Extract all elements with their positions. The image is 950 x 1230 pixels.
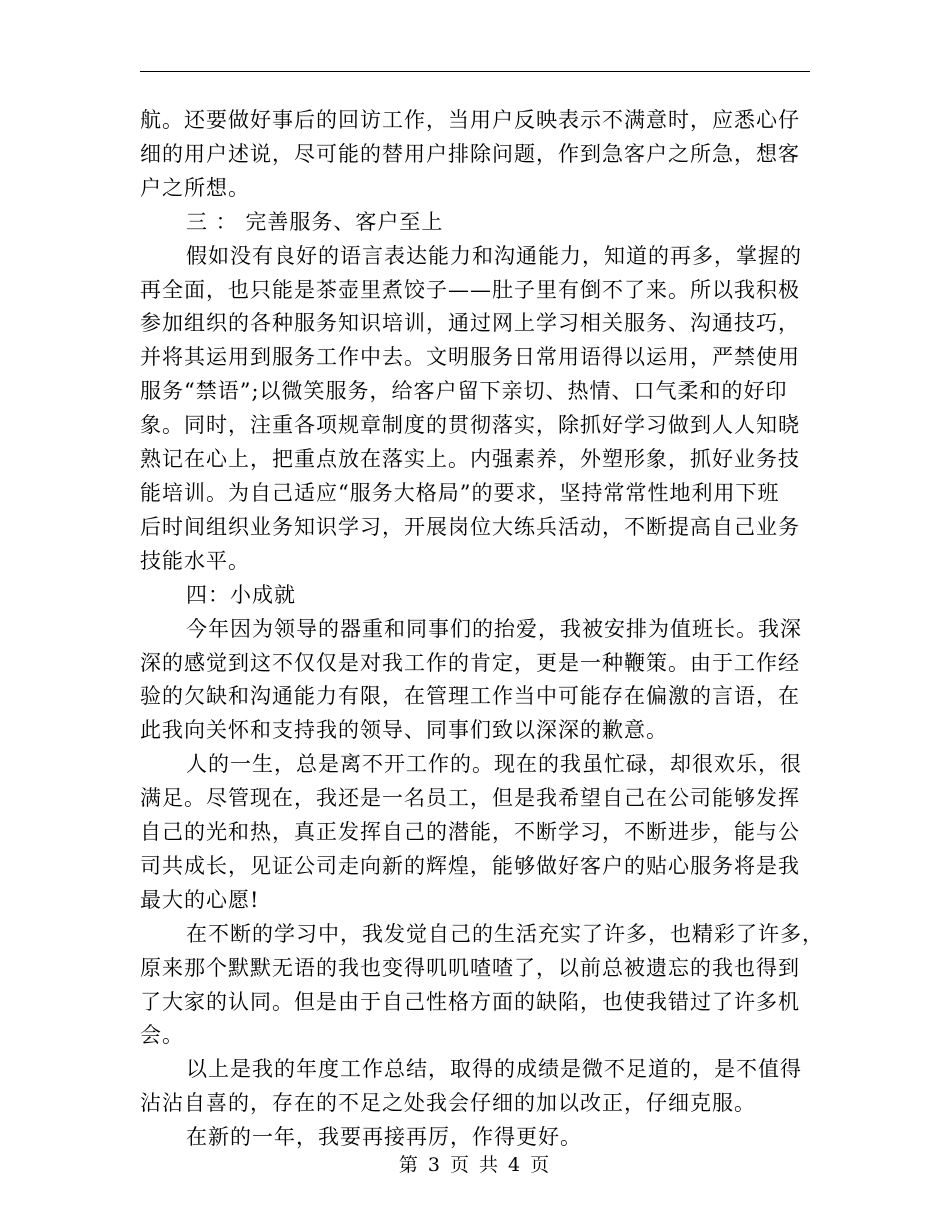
text-line: 最大的心愿! <box>140 887 260 912</box>
paragraph <box>140 1053 800 1121</box>
text-line: 人的一生，总是离不开工作的。现在的我虽忙碌，却很欢乐，很 <box>186 752 802 777</box>
text-line: 三 ： 完善服务、客户至上 <box>186 209 444 234</box>
text-line: 会。 <box>140 1023 184 1048</box>
paragraph <box>140 206 800 240</box>
text-line: 能培训。为自己适应“服务大格局”的要求，坚持常常性地利用下班 <box>140 480 780 505</box>
text-line: 满足。尽管现在，我还是一名员工，但是我希望自己在公司能够发挥 <box>140 786 800 811</box>
page-number: 第 3 页 共 4 页 <box>398 1154 552 1176</box>
text-line: 在新的一年，我要再接再厉，作得更好。 <box>186 1125 582 1150</box>
text-line: 在不断的学习中，我发觉自己的生活充实了许多，也精彩了许多， <box>186 921 824 946</box>
text-line: 原来那个默默无语的我也变得叽叽喳喳了，以前总被遗忘的我也得到 <box>140 955 800 980</box>
text-line: 以上是我的年度工作总结，取得的成绩是微不足道的，是不值得 <box>186 1057 802 1082</box>
header-rule <box>140 71 810 72</box>
text-line: 今年因为领导的器重和同事们的抬爱，我被安排为值班长。我深 <box>186 616 802 641</box>
text-line: 细的用户述说，尽可能的替用户排除问题，作到急客户之所急，想客 <box>140 141 800 166</box>
text-line: 假如没有良好的语言表达能力和沟通能力，知道的再多，掌握的 <box>186 243 802 268</box>
text-line: 验的欠缺和沟通能力有限，在管理工作当中可能存在偏激的言语，在 <box>140 684 800 709</box>
text-line: 深的感觉到这不仅仅是对我工作的肯定，更是一种鞭策。由于工作经 <box>140 650 800 675</box>
text-line: 司共成长，见证公司走向新的辉煌，能够做好客户的贴心服务将是我 <box>140 853 800 878</box>
text-line: 四：小成就 <box>186 582 296 607</box>
text-line: 此我向关怀和支持我的领导、同事们致以深深的歉意。 <box>140 718 668 743</box>
text-line: 参加组织的各种服务知识培训，通过网上学习相关服务、沟通技巧， <box>140 311 800 336</box>
paragraph <box>140 748 800 918</box>
text-line: 户之所想。 <box>140 175 250 200</box>
text-line: 沾沾自喜的，存在的不足之处我会仔细的加以改正，仔细克服。 <box>140 1091 756 1116</box>
text-line: 并将其运用到服务工作中去。文明服务日常用语得以运用，严禁使用 <box>140 345 800 370</box>
text-line: 再全面，也只能是茶壶里煮饺子——肚子里有倒不了来。所以我积极 <box>140 277 800 302</box>
text-line: 了大家的认同。但是由于自己性格方面的缺陷，也使我错过了许多机 <box>140 989 800 1014</box>
paragraph <box>140 579 800 613</box>
paragraph <box>140 104 800 206</box>
text-line: 象。同时，注重各项规章制度的贯彻落实，除抓好学习做到人人知晓 <box>140 413 800 438</box>
text-line: 技能水平。 <box>140 548 250 573</box>
text-line: 自己的光和热，真正发挥自己的潜能，不断学习，不断进步，能与公 <box>140 820 800 845</box>
text-line: 航。还要做好事后的回访工作，当用户反映表示不满意时，应悉心仔 <box>140 108 800 132</box>
document-body <box>140 104 824 1155</box>
text-line: 后时间组织业务知识学习，开展岗位大练兵活动，不断提高自己业务 <box>140 514 800 539</box>
paragraph <box>140 918 824 1054</box>
text-line: 熟记在心上，把重点放在落实上。内强素养，外塑形象，抓好业务技 <box>140 447 800 472</box>
text-line: 服务“禁语”;以微笑服务，给客户留下亲切、热情、口气柔和的好印 <box>140 379 788 404</box>
paragraph <box>140 240 800 579</box>
paragraph <box>140 613 800 749</box>
